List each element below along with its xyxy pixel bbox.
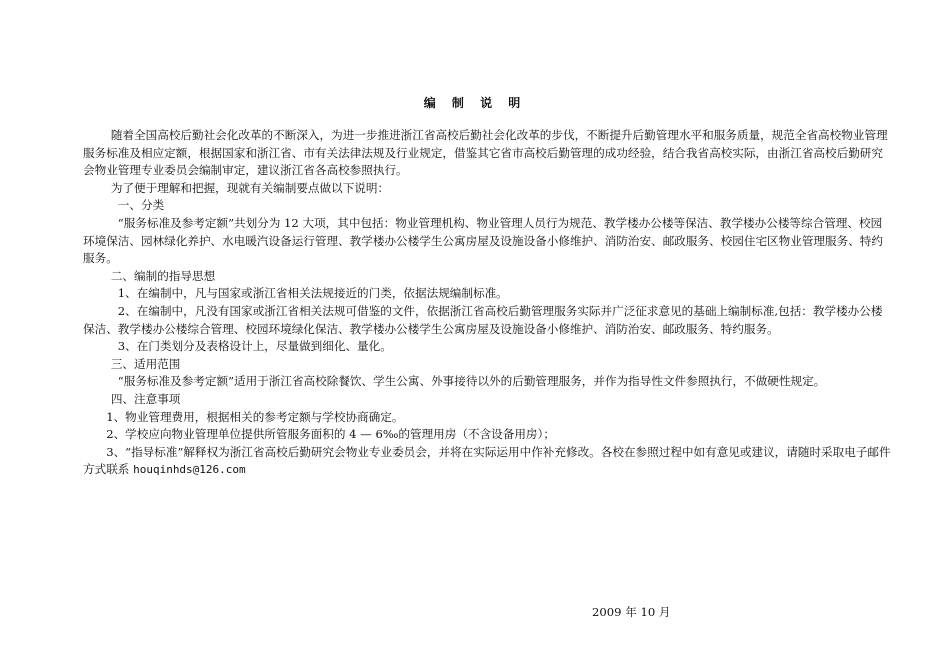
section-4-item-2: 2、学校应向物业管理单位提供所管服务面积的 4 — 6‰的管理用房（不含设备用房）； [106, 427, 555, 442]
contact-email-link[interactable]: houqinhds@126.com [133, 463, 246, 477]
section-4-heading: 四、注意事项 [110, 391, 181, 406]
section-3-heading: 三、适用范围 [110, 356, 181, 371]
lead-paragraph: 为了便于理解和把握，现就有关编制要点做以下说明： [110, 180, 390, 195]
document-body [83, 127, 891, 479]
section-2-heading: 二、编制的指导思想 [110, 268, 216, 283]
section-2-item-3: 3、在门类划分及表格设计上，尽量做到细化、量化。 [117, 339, 392, 354]
section-3-text: “服务标准及参考定额”适用于浙江省高校除餐饮、学生公寓、外事接待以外的后勤管理服务，并作为指导性文件参照执行，不做硬性规定。 [117, 374, 826, 389]
section-1-text: “服务标准及参考定额”共划分为 12 大项，其中包括：物业管理机构、物业管理人员行为规范、教学楼办公楼等保洁、教学楼办公楼等综合管理、校园环境保洁、园林绿化养护、水电暖汽设备运行管理、教学楼办公楼学生公寓房屋及设施设备小修维护、消防治安、邮政服务、校园住宅区物业管理服务、特约服务。 [83, 215, 883, 266]
intro-paragraph: 随着全国高校后勤社会化改革的不断深入，为进一步推进浙江省高校后勤社会化改革的步伐，不断提升后勤管理水平和服务质量，规范全省高校物业管理服务标准及相应定额，根据国家和浙江省、市有关法律法规及行业规定，借鉴其它省市高校后勤管理的成功经验，结合我省高校实际，由浙江省高校后勤研究会物业管理专业委员会编制审定，建议浙江省各高校参照执行。 [83, 128, 888, 178]
section-2-item-2: 2、在编制中，凡没有国家或浙江省相关法规可借鉴的文件，依据浙江省高校后勤管理服务实际并广泛征求意见的基础上编制标准,包括：教学楼办公楼保洁、教学楼办公楼综合管理、校园环境绿化保洁、教学楼办公楼学生公寓房屋及设施设备小修维护、消防治安、邮政服务、特约服务。 [83, 303, 883, 336]
section-1-heading: 一、分类 [117, 198, 165, 213]
section-4-item-1: 1、物业管理费用，根据相关的参考定额与学校协商确定。 [106, 409, 404, 424]
document-date: 2009 年 10 月 [592, 605, 671, 619]
section-2-item-1: 1、在编制中，凡与国家或浙江省相关法规接近的门类，依据法规编制标准。 [117, 286, 508, 301]
section-4-item-3 [83, 444, 891, 479]
document-title: 编 制 说 明 [423, 96, 527, 110]
section-4-item-3-text: 3、“指导标准”解释权为浙江省高校后勤研究会物业专业委员会，并将在实际运用中作补充修改。各校在参照过程中如有意见或建议，请随时采取电子邮件方式联系 [83, 444, 891, 477]
